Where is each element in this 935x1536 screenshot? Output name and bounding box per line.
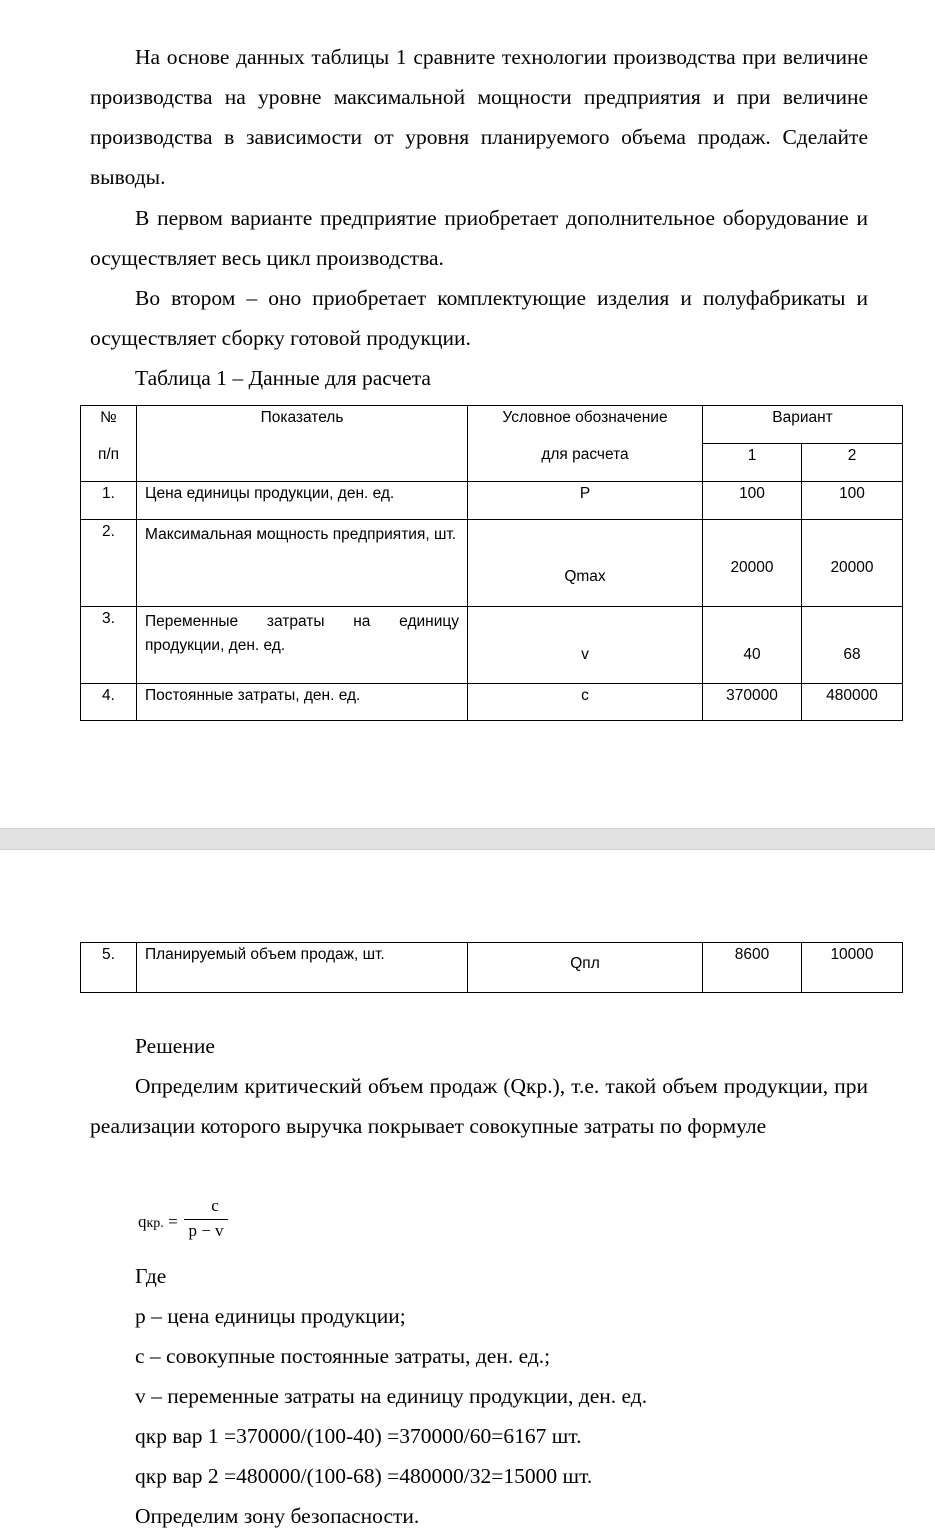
calc-variant-1: qкр вар 1 =370000/(100-40) =370000/60=6167 шт. xyxy=(135,1424,582,1448)
variant2-paragraph: Во втором – оно приобретает комплектующие изделия и полуфабрикаты и осуществляет сборку готовой продукции. xyxy=(90,286,868,350)
table-row xyxy=(81,520,903,607)
row-v2: 68 xyxy=(802,607,903,684)
row-num: 3. xyxy=(81,607,137,684)
row-symbol: v xyxy=(468,607,703,684)
table-row xyxy=(81,482,903,520)
definition-c: c – совокупные постоянные затраты, ден. ед.; xyxy=(135,1344,551,1368)
row-v1: 20000 xyxy=(703,520,802,607)
page-break xyxy=(0,828,935,850)
table-row xyxy=(81,684,903,721)
row-num: 4. xyxy=(81,684,137,721)
where-label: Где xyxy=(135,1264,167,1288)
formula-denominator: p − v xyxy=(188,1221,224,1240)
row-symbol: Qmax xyxy=(468,520,703,607)
row-num: 1. xyxy=(81,482,137,520)
row-num: 5. xyxy=(81,943,137,993)
calc-variant-2: qкр вар 2 =480000/(100-68) =480000/32=15000 шт. xyxy=(135,1464,593,1488)
header-variant-1: 1 xyxy=(703,444,802,482)
table-caption: Таблица 1 – Данные для расчета xyxy=(135,366,431,390)
row-symbol: P xyxy=(468,482,703,520)
header-variant: Вариант xyxy=(703,406,903,444)
definition-v: v – переменные затраты на единицу продукции, ден. ед. xyxy=(135,1384,648,1408)
row-name: Постоянные затраты, ден. ед. xyxy=(137,684,468,721)
row-v2: 20000 xyxy=(802,520,903,607)
row-symbol: Qпл xyxy=(468,943,703,993)
header-variant-2: 2 xyxy=(802,444,903,482)
solution-paragraph: Определим критический объем продаж (Qкр.), т.е. такой объем продукции, при реализации которого выручка покрывает совокупные затраты по формуле xyxy=(90,1074,868,1138)
definition-p: p – цена единицы продукции; xyxy=(135,1304,406,1328)
data-table xyxy=(80,405,903,721)
solution-heading: Решение xyxy=(135,1034,215,1058)
row-v1: 8600 xyxy=(703,943,802,993)
formula-lhs: qкр. = xyxy=(138,1212,178,1231)
fraction-bar xyxy=(184,1219,228,1220)
task-paragraph: На основе данных таблицы 1 сравните технологии производства при величине производства на уровне максимальной мощности предприятия и при величине производства в зависимости от уровня планируемого объема продаж. Сделайте выводы. xyxy=(90,45,868,189)
header-indicator: Показатель xyxy=(137,406,468,482)
row-name: Планируемый объем продаж, шт. xyxy=(137,943,468,993)
row-v1: 40 xyxy=(703,607,802,684)
row-v2: 10000 xyxy=(802,943,903,993)
row-symbol: c xyxy=(468,684,703,721)
row-name: Максимальная мощность предприятия, шт. xyxy=(137,520,468,607)
safety-zone-text: Определим зону безопасности. xyxy=(135,1504,420,1528)
table-header-row xyxy=(81,406,903,444)
row-v1: 100 xyxy=(703,482,802,520)
header-symbol: Условное обозначение для расчета xyxy=(468,406,703,482)
data-table-continued xyxy=(80,942,903,993)
row-v2: 480000 xyxy=(802,684,903,721)
row-v1: 370000 xyxy=(703,684,802,721)
table-row xyxy=(81,943,903,993)
row-name: Переменные затраты на единицу продукции, ден. ед. xyxy=(137,607,468,684)
table-row xyxy=(81,607,903,684)
row-name: Цена единицы продукции, ден. ед. xyxy=(137,482,468,520)
row-v2: 100 xyxy=(802,482,903,520)
variant1-paragraph: В первом варианте предприятие приобретает дополнительное оборудование и осуществляет весь цикл производства. xyxy=(90,206,868,270)
formula-numerator: c xyxy=(211,1196,219,1215)
header-num: № п/п xyxy=(81,406,137,482)
row-num: 2. xyxy=(81,520,137,607)
